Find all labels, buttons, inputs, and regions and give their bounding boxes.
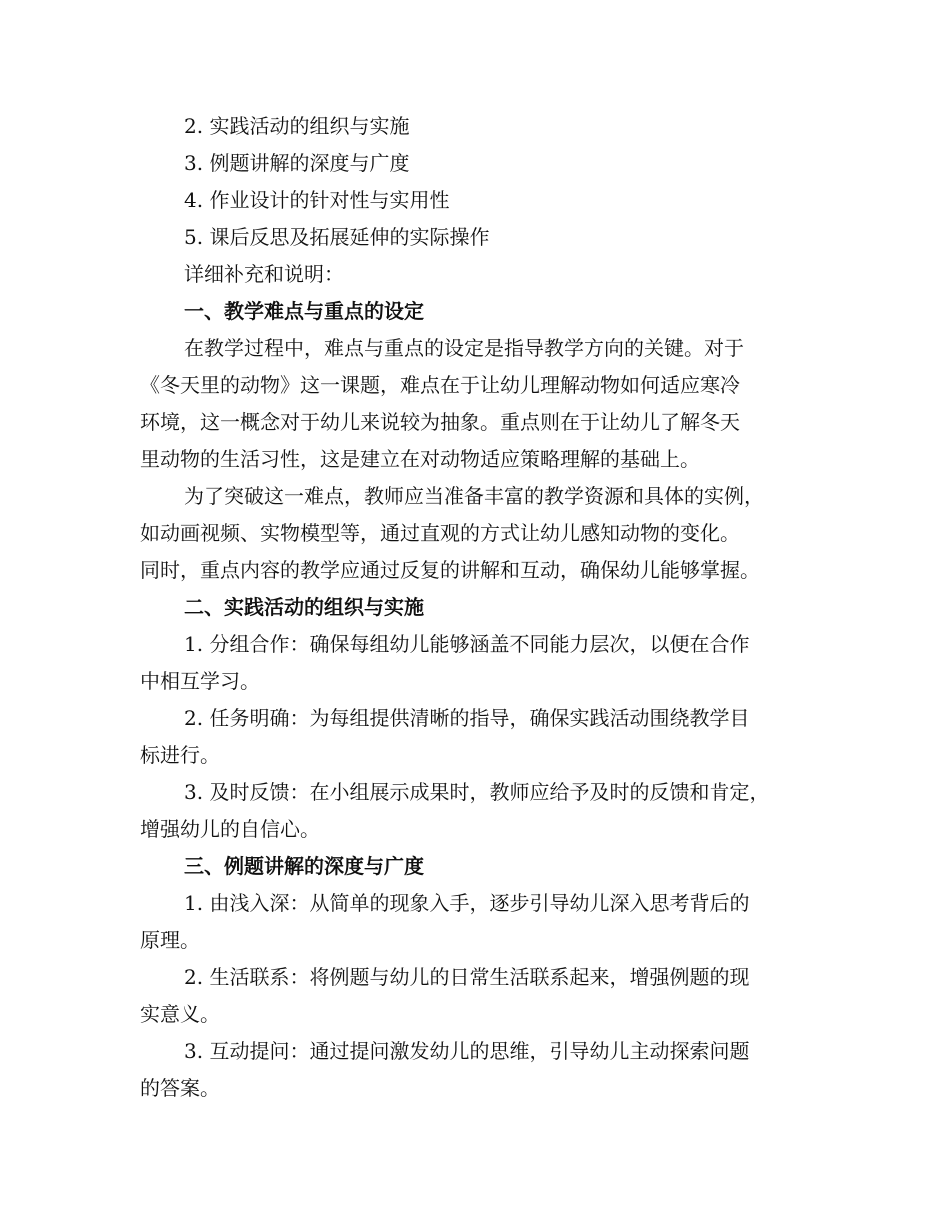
outline-item: 5. 课后反思及拓展延伸的实际操作 bbox=[184, 225, 490, 249]
list-item: 1. 分组合作：确保每组幼儿能够涵盖不同能力层次，以便在合作 bbox=[184, 632, 750, 656]
list-item-continuation: 实意义。 bbox=[140, 1002, 220, 1026]
document-page bbox=[140, 108, 812, 1107]
paragraph-line: 《冬天里的动物》这一课题，难点在于让幼儿理解动物如何适应寒冷 bbox=[140, 373, 740, 397]
paragraph-line: 环境，这一概念对于幼儿来说较为抽象。重点则在于让幼儿了解冬天 bbox=[140, 410, 740, 434]
section-heading: 一、教学难点与重点的设定 bbox=[184, 299, 424, 323]
paragraph-line: 在教学过程中，难点与重点的设定是指导教学方向的关键。对于 bbox=[184, 336, 744, 360]
list-item-continuation: 中相互学习。 bbox=[140, 669, 260, 693]
outline-item: 4. 作业设计的针对性与实用性 bbox=[184, 188, 450, 212]
paragraph-line: 同时，重点内容的教学应通过反复的讲解和互动，确保幼儿能够掌握。 bbox=[140, 558, 760, 582]
list-item: 2. 生活联系：将例题与幼儿的日常生活联系起来，增强例题的现 bbox=[184, 965, 750, 989]
paragraph-line: 为了突破这一难点，教师应当准备丰富的教学资源和具体的实例， bbox=[184, 484, 764, 508]
paragraph-line: 里动物的生活习性，这是建立在对动物适应策略理解的基础上。 bbox=[140, 447, 700, 471]
list-item-continuation: 标进行。 bbox=[140, 743, 220, 767]
list-item-continuation: 原理。 bbox=[140, 928, 200, 952]
list-item: 1. 由浅入深：从简单的现象入手，逐步引导幼儿深入思考背后的 bbox=[184, 891, 750, 915]
section-heading: 二、实践活动的组织与实施 bbox=[184, 595, 424, 619]
list-item: 3. 及时反馈：在小组展示成果时，教师应给予及时的反馈和肯定， bbox=[184, 780, 770, 804]
list-item-continuation: 的答案。 bbox=[140, 1076, 220, 1100]
list-item-continuation: 增强幼儿的自信心。 bbox=[140, 817, 320, 841]
section-heading: 三、例题讲解的深度与广度 bbox=[184, 854, 424, 878]
list-item: 2. 任务明确：为每组提供清晰的指导，确保实践活动围绕教学目 bbox=[184, 706, 750, 730]
outline-item: 3. 例题讲解的深度与广度 bbox=[184, 151, 410, 175]
outline-item: 2. 实践活动的组织与实施 bbox=[184, 114, 410, 138]
list-item: 3. 互动提问：通过提问激发幼儿的思维，引导幼儿主动探索问题 bbox=[184, 1039, 750, 1063]
supplement-label: 详细补充和说明： bbox=[184, 262, 344, 286]
paragraph-line: 如动画视频、实物模型等，通过直观的方式让幼儿感知动物的变化。 bbox=[140, 521, 740, 545]
